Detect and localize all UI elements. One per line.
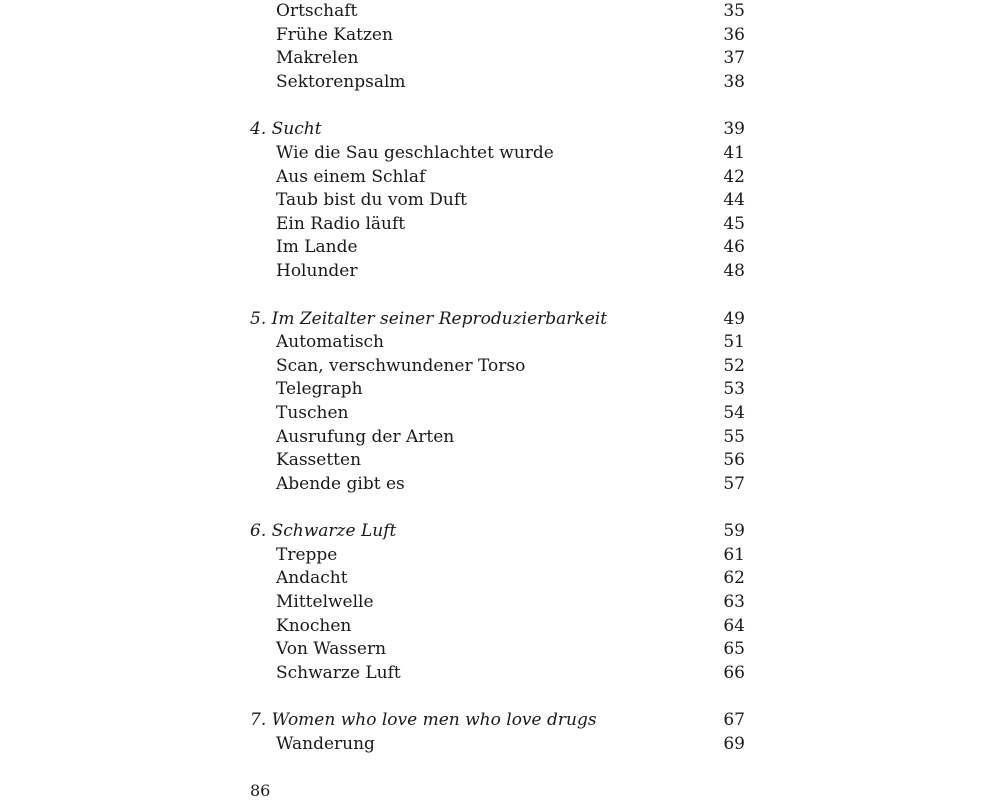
toc-entry-title: Tuschen <box>276 402 349 423</box>
toc-entry-page: 65 <box>723 639 745 660</box>
toc-entry <box>250 142 745 166</box>
toc-entry-title: Ausrufung der Arten <box>276 426 455 447</box>
toc-entry-title: Im Lande <box>276 237 358 258</box>
toc-entry <box>250 355 745 379</box>
toc-entry <box>250 473 745 497</box>
toc-entry-title: Von Wassern <box>276 639 387 660</box>
toc-entry-page: 56 <box>723 450 745 471</box>
toc-section-page: 39 <box>723 119 745 140</box>
toc-section-title: 5. Im Zeitalter seiner Reproduzierbarkeit <box>250 308 608 329</box>
toc-entry <box>250 213 745 237</box>
toc-section-heading <box>250 709 745 733</box>
toc-entry-page: 52 <box>723 355 745 376</box>
toc-section-page: 59 <box>723 521 745 542</box>
toc-entry <box>250 0 745 24</box>
toc-entry-page: 66 <box>723 662 745 683</box>
toc-entry <box>250 567 745 591</box>
toc-entry-title: Automatisch <box>276 332 385 353</box>
toc-entry-page: 61 <box>723 544 745 565</box>
toc-entry <box>250 733 745 757</box>
toc-entry-title: Ein Radio läuft <box>276 213 406 234</box>
toc-section-heading <box>250 118 745 142</box>
toc-entry-title: Scan, verschwundener Torso <box>276 355 526 376</box>
toc-section-title: 6. Schwarze Luft <box>250 521 397 542</box>
toc-entry-page: 62 <box>723 568 745 589</box>
toc-entry-page: 38 <box>723 71 745 92</box>
toc-section-page: 49 <box>723 308 745 329</box>
toc-entry <box>250 71 745 95</box>
toc-entry-page: 51 <box>723 332 745 353</box>
toc-entry-page: 63 <box>723 592 745 613</box>
toc-entry <box>250 166 745 190</box>
toc-entry-page: 55 <box>723 426 745 447</box>
toc-entry-title: Holunder <box>276 260 358 281</box>
table-of-contents <box>250 0 745 757</box>
toc-entry <box>250 331 745 355</box>
toc-entry-title: Frühe Katzen <box>276 24 393 45</box>
toc-section-heading <box>250 520 745 544</box>
toc-section-title: 4. Sucht <box>250 119 322 140</box>
toc-entry <box>250 47 745 71</box>
toc-entry <box>250 544 745 568</box>
toc-entry-page: 45 <box>723 213 745 234</box>
page-number: 86 <box>250 781 271 800</box>
section-spacer <box>250 284 745 308</box>
toc-entry <box>250 615 745 639</box>
section-spacer <box>250 685 745 709</box>
toc-entry <box>250 662 745 686</box>
toc-entry <box>250 24 745 48</box>
toc-entry-page: 35 <box>723 1 745 21</box>
toc-entry-page: 57 <box>723 473 745 494</box>
section-spacer <box>250 94 745 118</box>
toc-entry-title: Treppe <box>276 544 338 565</box>
toc-entry-title: Kassetten <box>276 450 362 471</box>
toc-entry <box>250 426 745 450</box>
toc-entry-page: 37 <box>723 48 745 69</box>
toc-entry-title: Aus einem Schlaf <box>276 166 426 187</box>
toc-section-heading <box>250 308 745 332</box>
toc-entry-page: 54 <box>723 402 745 423</box>
toc-entry <box>250 591 745 615</box>
table-of-contents-page <box>250 0 745 757</box>
toc-entry <box>250 638 745 662</box>
toc-entry <box>250 236 745 260</box>
toc-entry <box>250 189 745 213</box>
toc-entry-title: Knochen <box>276 615 352 636</box>
toc-section-page: 67 <box>723 710 745 731</box>
toc-entry-title: Makrelen <box>276 48 359 69</box>
toc-entry-title: Telegraph <box>276 379 363 400</box>
toc-entry-title: Sektorenpsalm <box>276 71 406 92</box>
toc-entry <box>250 378 745 402</box>
toc-entry-title: Wanderung <box>276 734 375 755</box>
toc-entry <box>250 449 745 473</box>
toc-entry <box>250 260 745 284</box>
toc-entry <box>250 402 745 426</box>
section-spacer <box>250 496 745 520</box>
toc-entry-page: 36 <box>723 24 745 45</box>
toc-entry-page: 41 <box>723 142 745 163</box>
toc-entry-title: Taub bist du vom Duft <box>276 190 467 211</box>
toc-entry-page: 44 <box>723 190 745 211</box>
toc-entry-title: Ortschaft <box>276 1 358 21</box>
toc-entry-page: 42 <box>723 166 745 187</box>
toc-entry-title: Mittelwelle <box>276 592 374 613</box>
toc-entry-title: Schwarze Luft <box>276 662 401 683</box>
toc-section-title: 7. Women who love men who love drugs <box>250 710 597 731</box>
toc-entry-title: Andacht <box>276 568 348 589</box>
toc-entry-title: Abende gibt es <box>276 473 405 494</box>
toc-entry-page: 69 <box>723 734 745 755</box>
toc-entry-title: Wie die Sau geschlachtet wurde <box>276 142 554 163</box>
toc-entry-page: 53 <box>723 379 745 400</box>
toc-entry-page: 64 <box>723 615 745 636</box>
toc-entry-page: 48 <box>723 260 745 281</box>
toc-entry-page: 46 <box>723 237 745 258</box>
